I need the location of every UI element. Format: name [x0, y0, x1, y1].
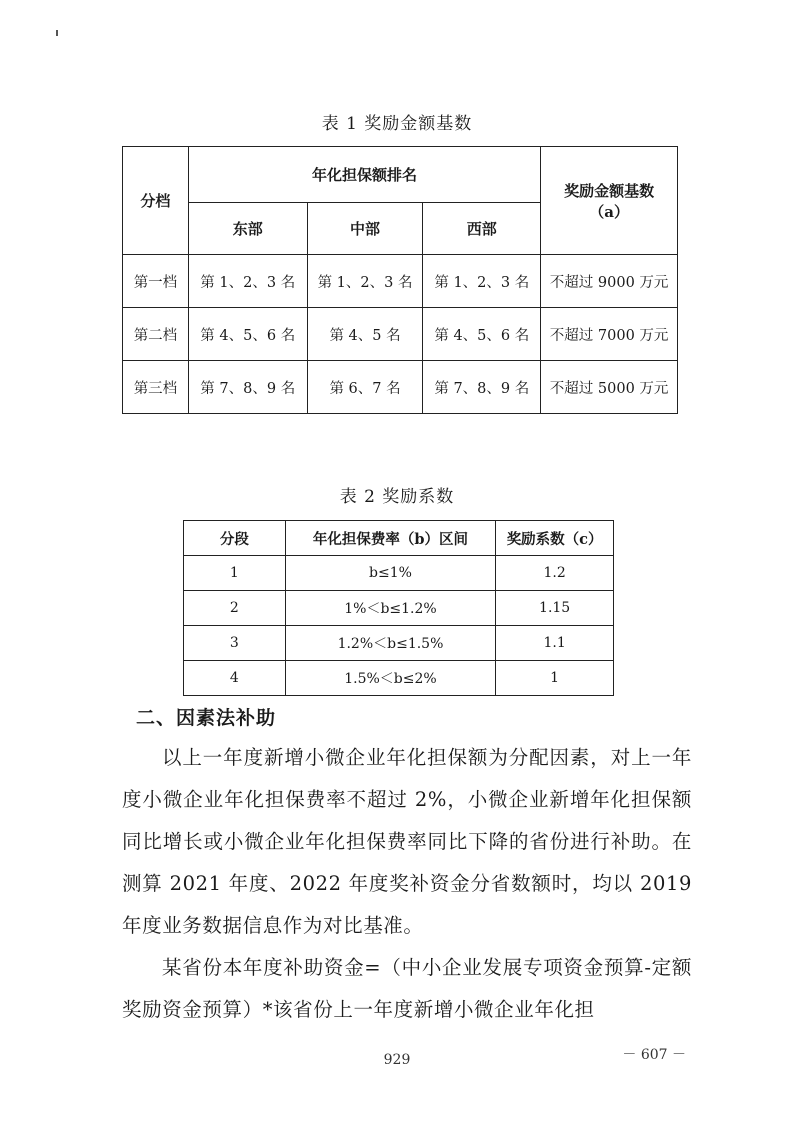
cell-range: b≤1% [285, 556, 496, 591]
cell-range: 1.2%＜b≤1.5% [285, 626, 496, 661]
cell-segment: 2 [184, 591, 286, 626]
cell-coef: 1.15 [496, 591, 614, 626]
table-row [184, 661, 614, 696]
header-coef: 奖励系数（c） [496, 521, 614, 556]
header-base-line1: 奖励金额基数 [564, 181, 655, 200]
header-base [541, 147, 678, 255]
cell-tier: 第一档 [123, 255, 189, 308]
cell-base: 不超过 5000 万元 [541, 361, 678, 414]
cell-central: 第 4、5 名 [307, 308, 423, 361]
cell-central: 第 6、7 名 [307, 361, 423, 414]
page-number-right: － 607 － [622, 1047, 686, 1063]
header-segment: 分段 [184, 521, 286, 556]
table-row [184, 626, 614, 661]
header-range: 年化担保费率（b）区间 [285, 521, 496, 556]
header-central: 中部 [307, 203, 423, 255]
cell-central: 第 1、2、3 名 [307, 255, 423, 308]
table-row [123, 255, 678, 308]
header-west: 西部 [423, 203, 541, 255]
paragraph-1: 以上一年度新增小微企业年化担保额为分配因素，对上一年度小微企业年化担保费率不超过 2%，小微企业新增年化担保额同比增长或小微企业年化担保费率同比下降的省份进行补助。在测算 2021 年度、2022 年度奖补资金分省数额时，均以 2019 年度业务数据信息作为对比基准。 [122, 746, 692, 937]
cell-west: 第 1、2、3 名 [423, 255, 541, 308]
header-tier: 分档 [123, 147, 189, 255]
cell-coef: 1.1 [496, 626, 614, 661]
cell-tier: 第二档 [123, 308, 189, 361]
reward-coefficient-table [183, 520, 614, 696]
cell-tier: 第三档 [123, 361, 189, 414]
cell-east: 第 1、2、3 名 [188, 255, 307, 308]
table-row [184, 556, 614, 591]
cell-coef: 1.2 [496, 556, 614, 591]
header-east: 东部 [188, 203, 307, 255]
cell-coef: 1 [496, 661, 614, 696]
table-row [184, 591, 614, 626]
cell-west: 第 7、8、9 名 [423, 361, 541, 414]
cell-range: 1%＜b≤1.2% [285, 591, 496, 626]
table1-caption: 表 1 奖励金额基数 [321, 114, 473, 134]
scan-mark [56, 30, 58, 36]
page-number-center: 929 [383, 1052, 411, 1068]
reward-base-table [122, 146, 678, 414]
header-base-line2: （a） [589, 202, 629, 221]
cell-east: 第 7、8、9 名 [188, 361, 307, 414]
paragraph-2: 某省份本年度补助资金=（中小企业发展专项资金预算-定额奖励资金预算）*该省份上一年度新增小微企业年化担 [122, 956, 692, 1021]
cell-base: 不超过 7000 万元 [541, 308, 678, 361]
cell-range: 1.5%＜b≤2% [285, 661, 496, 696]
table2-caption: 表 2 奖励系数 [339, 487, 455, 507]
cell-segment: 3 [184, 626, 286, 661]
cell-west: 第 4、5、6 名 [423, 308, 541, 361]
table-row [123, 308, 678, 361]
cell-base: 不超过 9000 万元 [541, 255, 678, 308]
cell-segment: 4 [184, 661, 286, 696]
cell-segment: 1 [184, 556, 286, 591]
table-row [123, 361, 678, 414]
cell-east: 第 4、5、6 名 [188, 308, 307, 361]
section-title: 二、因素法补助 [136, 707, 277, 729]
header-ranking-group: 年化担保额排名 [188, 147, 540, 203]
